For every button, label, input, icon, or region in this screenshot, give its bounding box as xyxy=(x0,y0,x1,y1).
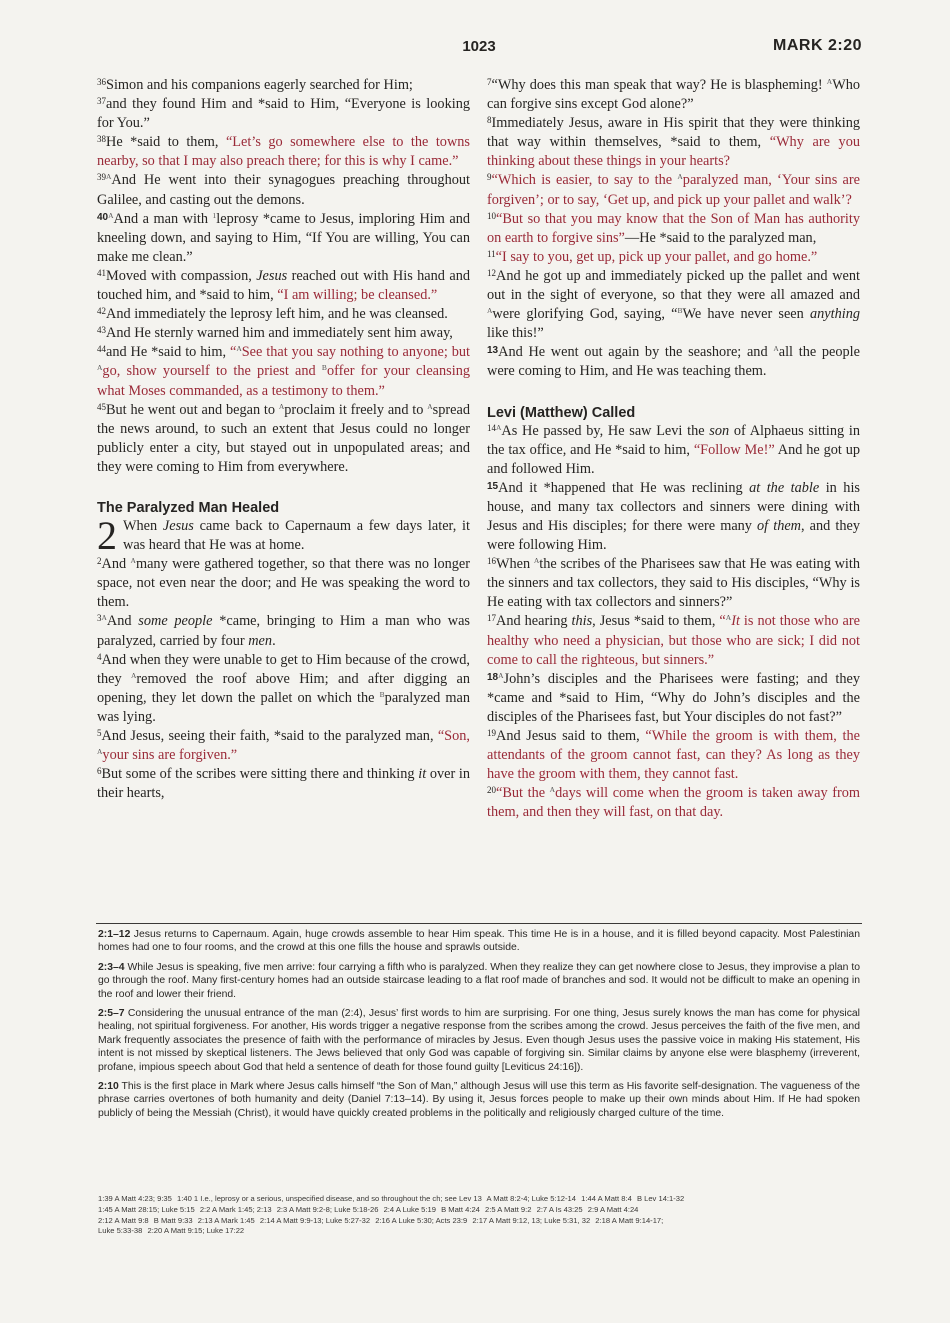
verse-2-6 xyxy=(97,765,470,803)
italic-word: Jesus xyxy=(256,267,288,284)
cross-ref-marker: A xyxy=(236,344,242,354)
verse-number: 10 xyxy=(487,210,496,221)
verse-text: As He passed by, He saw Levi the xyxy=(501,422,710,439)
words-of-jesus: offer for your cleansing what Moses commanded, as a testimony to them.” xyxy=(97,363,471,399)
cross-ref: B Matt 4:24 xyxy=(441,1204,480,1214)
verse-2-13 xyxy=(487,343,860,381)
verse-2-17 xyxy=(487,612,860,669)
verse-number: 41 xyxy=(97,267,106,278)
verse-1-44 xyxy=(97,343,470,400)
verse-number: 12 xyxy=(487,267,496,278)
verse-text: When xyxy=(496,556,534,573)
verse-text: Moved with compassion, xyxy=(106,267,257,284)
cross-ref-marker: A xyxy=(97,363,103,373)
verse-text: came back to Capernaum a few days later, it was heard that He was at home. xyxy=(123,517,470,554)
verse-text: , and they were following Him. xyxy=(487,517,860,554)
verse-number: 15 xyxy=(487,480,499,492)
words-of-jesus: “Son, xyxy=(437,728,470,744)
verse-number: 19 xyxy=(487,728,496,738)
verse-number: 43 xyxy=(97,325,106,336)
cross-ref-marker: A xyxy=(549,785,556,795)
verse-2-11 xyxy=(487,248,860,267)
cross-references xyxy=(98,1194,858,1237)
verse-text: And He went out again by the seashore; and xyxy=(498,344,774,361)
verse-text: leprosy *came to Jesus, imploring Him and kneeling down, and saying to Him, “If You are willing, You can make me clean.” xyxy=(97,210,471,265)
note-text: While Jesus is speaking, five men arrive: four carrying a fifth who is paralyzed. When they realize they can get nowhere close to Jesus, they improvise a plan to go through the roof. Many first-century homes had an outside staircase leading to a flat roof made of branches and sod. It would not be difficult to make an opening in the roof and lower their friend. xyxy=(98,961,860,1000)
verse-text: *came, bringing to Him a man who was paralyzed, carried by four xyxy=(97,613,470,649)
verse-2-7 xyxy=(487,76,860,114)
verse-2-12 xyxy=(487,267,860,343)
chapter-number: 2 xyxy=(97,512,117,558)
verse-text: Who can forgive sins except God alone?” xyxy=(487,77,860,113)
verse-number: 3 xyxy=(97,613,102,624)
verse-text: spread the news around, to such an extent that Jesus could no longer publicly enter a city, but stayed out in unpopulated areas; and they were coming to Him from everywhere. xyxy=(97,401,470,475)
verse-number: 18 xyxy=(487,671,499,683)
words-of-jesus: “Follow Me!” xyxy=(693,441,775,458)
verse-text: But some of the scribes were sitting there and thinking xyxy=(101,766,419,783)
verse-2-1 xyxy=(97,512,470,558)
study-notes xyxy=(98,928,860,1126)
verse-1-39 xyxy=(97,171,470,209)
cross-ref: 2:3 A Matt 9:2-8; Luke 5:18-26 xyxy=(276,1204,379,1214)
verse-number: 17 xyxy=(487,613,496,624)
study-note xyxy=(98,961,860,1001)
cross-ref: 2:13 A Mark 1:45 xyxy=(197,1215,255,1225)
verse-number: 20 xyxy=(487,785,496,796)
running-head: MARK 2:20 xyxy=(773,37,862,54)
cross-ref-marker: A xyxy=(498,670,504,680)
words-of-jesus: See that you say nothing to anyone; but xyxy=(241,344,470,361)
verse-2-5 xyxy=(97,727,470,765)
cross-ref: 2:17 A Matt 9:12, 13; Luke 5:31, 32 xyxy=(472,1215,591,1225)
verse-number: 2 xyxy=(97,556,102,567)
cross-ref: 2:5 A Matt 9:2 xyxy=(485,1204,532,1214)
section-heading: Levi (Matthew) Called xyxy=(487,404,636,421)
verse-1-40 xyxy=(97,210,470,267)
verse-text: And xyxy=(106,613,139,630)
verse-2-16 xyxy=(487,555,860,612)
cross-ref: 1:45 A Matt 28:15; Luke 5:15 xyxy=(98,1204,195,1214)
verse-2-3 xyxy=(97,612,470,650)
verse-text: And hearing xyxy=(496,613,572,630)
verse-number: 7 xyxy=(487,77,492,87)
verse-text: And He went into their synagogues preaching throughout Galilee, and casting out the demons. xyxy=(97,172,470,208)
verse-number: 13 xyxy=(487,345,499,357)
verse-2-8 xyxy=(487,114,860,171)
verse-text: And he got up and immediately picked up the pallet and went out in the sight of everyone, so that they were all amazed and xyxy=(487,267,860,304)
cross-ref: 2:7 A Is 43:25 xyxy=(536,1204,583,1214)
verse-number: 38 xyxy=(97,134,106,145)
note-reference: 2:3–4 xyxy=(98,961,125,973)
verse-text: in his house, and many tax collectors and sinners were dining with Jesus and His disciples; for there were many xyxy=(487,479,860,534)
verse-text: all the people were coming to Him, and He was teaching them. xyxy=(487,344,860,380)
cross-ref-marker: A xyxy=(487,306,493,316)
verse-1-36 xyxy=(97,76,470,95)
cross-ref-marker: A xyxy=(496,422,502,432)
verse-text: proclaim it freely and to xyxy=(284,401,428,418)
cross-ref: 2:18 A Matt 9:14-17; xyxy=(595,1215,664,1225)
verse-text: paralyzed man was lying. xyxy=(97,689,471,725)
cross-ref: 2:4 A Luke 5:19 xyxy=(383,1204,436,1214)
cross-ref: 2:9 A Matt 4:24 xyxy=(587,1204,639,1214)
cross-ref-marker: A xyxy=(108,210,114,220)
cross-ref-marker: A xyxy=(677,172,683,182)
note-text: This is the first place in Mark where Jesus calls himself “the Son of Man,” although Jesus will use this term as His favorite self-designation. The vagueness of the phrase carries overtones of both humanity and deity (Daniel 7:13–14). By using it, Jesus forces people to make up their own minds about Him. If He had spoken publicly of being the Messiah (Christ), it would have quickly created problems in the politically and religiously charged culture of the time. xyxy=(98,1081,860,1119)
verse-number: 45 xyxy=(97,401,106,412)
verse-2-4 xyxy=(97,651,470,727)
words-of-jesus: days will come when the groom is taken away from them, and then they will fast, on that day. xyxy=(487,785,860,821)
cross-ref-marker: A xyxy=(101,613,107,623)
cross-ref: 1:40 1 I.e., leprosy or a serious, unspecified disease, and so throughout the ch; see Lev 13 xyxy=(177,1194,482,1203)
note-reference: 2:10 xyxy=(98,1081,119,1093)
cross-ref-marker: A xyxy=(278,401,285,411)
cross-ref: Luke 5:33-38 xyxy=(98,1226,143,1236)
words-of-jesus: is not those who are healthy who need a physician, but those who are sick; I did not come to call the righteous, but sinners.” xyxy=(487,613,860,668)
cross-ref: 2:14 A Matt 9:9-13; Luke 5:27-32 xyxy=(259,1215,371,1225)
verse-text: And he got up and followed Him. xyxy=(487,441,860,477)
words-of-jesus: “I am willing; be cleansed.” xyxy=(277,287,438,304)
verse-2-18 xyxy=(487,670,860,727)
verse-text: And when they were unable to get to Him because of the crowd, they xyxy=(97,651,470,687)
words-of-jesus: “Let’s go somewhere else to the towns nearby, so that I may also preach there; for this is why I came.” xyxy=(97,134,470,170)
verse-1-37 xyxy=(97,95,470,133)
words-of-jesus: “But the xyxy=(496,785,550,802)
verse-number: 14 xyxy=(487,422,496,433)
verse-text: of Alphaeus sitting in the tax office, and He *said to him, xyxy=(487,422,860,458)
notes-divider xyxy=(96,923,862,924)
verse-text: We have never seen xyxy=(682,306,810,323)
verse-2-14 xyxy=(487,422,860,479)
italic-word: men xyxy=(248,632,273,649)
verse-number: 9 xyxy=(487,172,492,183)
verse-number: 6 xyxy=(97,766,102,777)
verse-number: 42 xyxy=(97,306,106,317)
verse-text: and He *said to him, xyxy=(106,344,230,361)
verse-2-19 xyxy=(487,727,860,784)
verse-2-10 xyxy=(487,210,860,248)
cross-ref: B Lev 14:1-32 xyxy=(636,1194,685,1203)
verse-number: 5 xyxy=(97,728,102,738)
verse-2-2 xyxy=(97,555,470,612)
words-of-jesus: paralyzed man, ‘Your sins are forgiven’; or to say, ‘Get up, and pick up your pallet and walk’? xyxy=(487,172,860,208)
verse-text: John’s disciples and the Pharisees were fasting; and they *came and *said to Him, “Why do John’s disciples and the disciples of the Pharisees fast, but Your disciples do not fast?” xyxy=(487,670,860,725)
study-note xyxy=(98,1080,860,1120)
cross-ref: 2:20 A Matt 9:15; Luke 17:22 xyxy=(147,1226,245,1236)
right-column xyxy=(487,76,860,822)
cross-ref-marker: B xyxy=(321,363,327,373)
left-column xyxy=(97,76,470,803)
italic-word: of them xyxy=(757,517,802,534)
verse-text: He *said to them, xyxy=(106,134,226,151)
verse-text: —He *said to the paralyzed man, xyxy=(624,229,817,246)
cross-ref-marker: A xyxy=(130,670,137,680)
verse-text: , Jesus *said to them, xyxy=(592,613,720,630)
verse-number: 40 xyxy=(97,211,109,223)
verse-number: 4 xyxy=(97,651,102,662)
note-reference: 2:5–7 xyxy=(98,1008,125,1020)
verse-text: And Jesus said to them, xyxy=(496,728,646,744)
verse-1-42 xyxy=(97,305,470,324)
verse-number: 16 xyxy=(487,556,496,567)
italic-word: it xyxy=(418,766,427,783)
cross-ref-marker: A xyxy=(106,172,112,182)
cross-ref: 1:44 A Matt 8:4 xyxy=(581,1194,632,1203)
verse-text: And a man with xyxy=(113,210,213,227)
italic-word: anything xyxy=(809,306,860,323)
verse-text: reached out with His hand and touched him, and *said to him, xyxy=(97,267,470,304)
verse-text: the scribes of the Pharisees saw that He was eating with the sinners and tax collectors, they said to His disciples, “Why is He eating with tax collectors and sinners?” xyxy=(487,556,860,611)
italic-word: at the table xyxy=(749,479,820,496)
cross-ref-marker: A xyxy=(533,556,540,566)
cross-ref: 1:39 A Matt 4:23; 9:35 xyxy=(98,1194,172,1203)
verse-text: And Jesus, seeing their faith, *said to the paralyzed man, xyxy=(101,728,438,744)
cross-ref-marker: A xyxy=(427,401,433,411)
note-reference: 2:1–12 xyxy=(98,929,131,940)
verse-text: and they found Him and *said to Him, “Everyone is looking for You.” xyxy=(97,96,470,132)
verse-text: And xyxy=(101,556,131,573)
cross-ref: A Matt 8:2-4; Luke 5:12-14 xyxy=(486,1194,577,1203)
verse-2-9 xyxy=(487,171,860,209)
words-of-jesus: “Which is easier, to say to the xyxy=(491,172,678,189)
cross-ref-marker: A xyxy=(826,77,833,86)
study-note xyxy=(98,1007,860,1074)
cross-ref-marker: A xyxy=(97,747,103,757)
cross-ref-marker: A xyxy=(725,613,732,623)
verse-1-43 xyxy=(97,324,470,343)
words-of-jesus: your sins are forgiven.” xyxy=(102,747,238,764)
cross-ref-marker: A xyxy=(130,556,136,566)
cross-ref-marker: A xyxy=(773,344,779,354)
verse-2-15 xyxy=(487,479,860,555)
verse-text: And He sternly warned him and immediately sent him away, xyxy=(106,325,453,342)
note-text: Considering the unusual entrance of the man (2:4), Jesus’ first words to him are surprising. For one thing, Jesus surely knows the man has come for physical healing, not spiritual forgiveness. For another, His words trigger a negative response from the scribes among the crowd. Jesus perceives the faith of the five men, and Mark frequently associates the presence of faith with the performance of miracles by Jesus. Even though Jesus uses the passive voice in making His statement, His intent is not missed by skeptical listeners. The Jews believed that only God was capable of forgiving sin. Similar claims by anyone else were blasphemy (irreverent, profane, impious speech about God that held a sentence of death for those found guilty [Leviticus 24:16]). xyxy=(98,1008,860,1073)
italic-word: son xyxy=(709,422,730,439)
cross-ref: 2:2 A Mark 1:45; 2:13 xyxy=(199,1204,272,1214)
cross-ref: 2:16 A Luke 5:30; Acts 23:9 xyxy=(375,1215,468,1225)
verse-text: Immediately Jesus, aware in His spirit that they were thinking that way within themselves, *said to them, xyxy=(487,115,860,151)
verse-1-41 xyxy=(97,267,470,305)
verse-text: When xyxy=(123,517,163,534)
cross-ref: B Matt 9:33 xyxy=(153,1215,193,1225)
study-note xyxy=(98,928,860,955)
verse-number: 11 xyxy=(487,248,496,259)
footnote-marker: 1 xyxy=(212,210,217,220)
verse-2-20 xyxy=(487,784,860,822)
verse-number: 37 xyxy=(97,96,106,107)
words-of-jesus: go, show yourself to the priest and xyxy=(102,363,322,380)
verse-text: Simon and his companions eagerly searched for Him; xyxy=(106,77,413,93)
words-of-jesus: “I say to you, get up, pick up your pallet, and go home.” xyxy=(495,248,818,265)
verse-text: . xyxy=(272,632,276,649)
words-of-jesus-italic: It xyxy=(731,613,740,630)
cross-ref: 2:12 A Matt 9:8 xyxy=(98,1215,149,1225)
verse-number: 44 xyxy=(97,344,106,355)
verse-text: But he went out and began to xyxy=(106,401,279,418)
page-number: 1023 xyxy=(462,38,496,55)
page-header xyxy=(96,36,862,58)
words-of-jesus: “Why are you thinking about these things in your hearts? xyxy=(487,134,860,170)
verse-number: 39 xyxy=(97,172,106,183)
verse-1-38 xyxy=(97,133,470,171)
note-text: Jesus returns to Capernaum. Again, huge crowds assemble to hear Him speak. This time He is in a house, and it is filled beyond capacity. Most Palestinian homes had one to four rooms, and the crowd at this one fills the house and sprawls outside. xyxy=(98,929,860,954)
verse-text: over in their hearts, xyxy=(97,766,470,802)
words-of-jesus: “While the groom is with them, the attendants of the groom cannot fast, can they? As long as they have the groom with them, they cannot fast. xyxy=(487,728,860,783)
verse-text: “Why does this man speak that way? He is blaspheming! xyxy=(491,77,827,93)
italic-word: this xyxy=(571,613,593,630)
verse-number: 8 xyxy=(487,115,492,126)
verse-text: And immediately the leprosy left him, and he was cleansed. xyxy=(106,306,448,323)
words-of-jesus: “But so that you may know that the Son of Man has authority on earth to forgive sins” xyxy=(487,210,860,246)
words-of-jesus: “ xyxy=(229,344,237,361)
words-of-jesus: “ xyxy=(719,613,726,630)
verse-text: were glorifying God, saying, “ xyxy=(492,306,678,323)
italic-word: Jesus xyxy=(162,517,194,534)
verse-text: like this!” xyxy=(487,325,544,342)
cross-ref-marker: B xyxy=(379,689,385,699)
verse-text: many were gathered together, so that there was no longer space, not even near the door; and He was speaking the word to them. xyxy=(97,556,470,611)
verse-1-45 xyxy=(97,401,470,477)
cross-ref-marker: B xyxy=(677,306,683,316)
section-heading: The Paralyzed Man Healed xyxy=(97,499,280,516)
italic-word: some people xyxy=(138,613,213,630)
verse-text: And it *happened that He was reclining xyxy=(498,479,750,496)
verse-number: 36 xyxy=(97,77,106,87)
verse-text: removed the roof above Him; and after digging an opening, they let down the pallet on which the xyxy=(97,670,470,706)
